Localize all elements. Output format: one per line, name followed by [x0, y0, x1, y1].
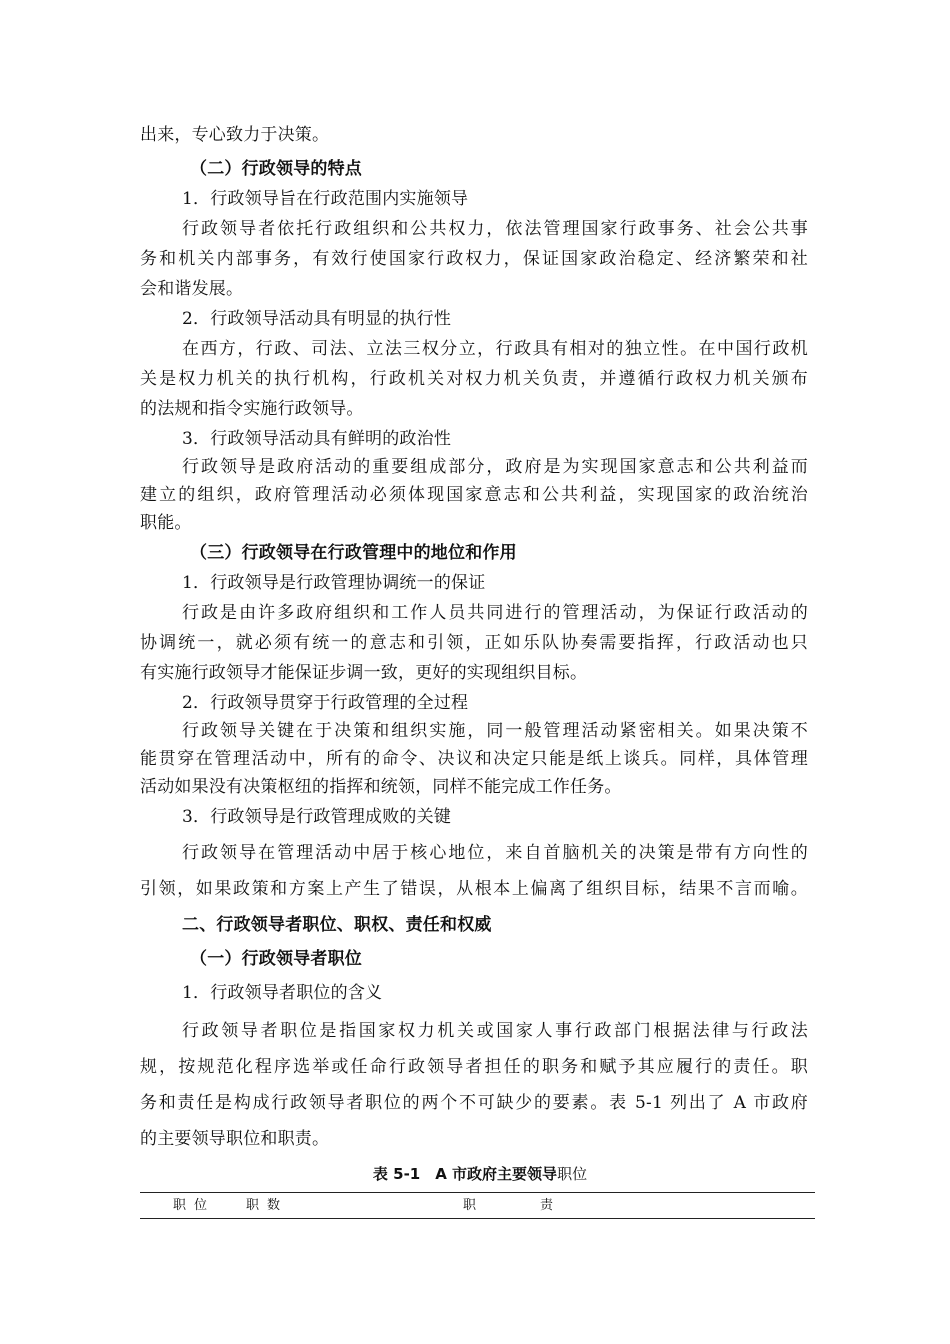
table-top-rule — [140, 1192, 815, 1193]
subsection-heading: 1．行政领导是行政管理协调统一的保证 — [182, 573, 486, 593]
paragraph-line: 职能。 — [140, 513, 192, 533]
paragraph-line: 行政领导在管理活动中居于核心地位，来自首脑机关的决策是带有方向性的 — [182, 843, 808, 863]
paragraph-line: 的法规和指令实施行政领导。 — [140, 399, 364, 419]
table-header-count: 职数 — [246, 1198, 289, 1213]
paragraph-line: 建立的组织，政府管理活动必须体现国家意志和公共利益，实现国家的政治统治 — [140, 485, 808, 505]
table-caption-bold: 表 5-1 A 市政府主要领导 — [372, 1165, 558, 1183]
chapter-heading: 二、行政领导者职位、职权、责任和权威 — [182, 915, 492, 935]
table-header-position: 职位 — [173, 1198, 216, 1213]
paragraph-line: 行政是由许多政府组织和工作人员共同进行的管理活动，为保证行政活动的 — [182, 603, 808, 623]
paragraph-line: 活动如果没有决策枢纽的指挥和统领，同样不能完成工作任务。 — [140, 777, 622, 797]
paragraph-line: 行政领导关键在于决策和组织实施，同一般管理活动紧密相关。如果决策不 — [182, 721, 808, 741]
paragraph-line: 有实施行政领导才能保证步调一致，更好的实现组织目标。 — [140, 663, 588, 683]
paragraph-line: 会和谐发展。 — [140, 279, 244, 299]
paragraph-line: 行政领导者职位是指国家权力机关或国家人事行政部门根据法律与行政法 — [182, 1021, 808, 1041]
paragraph-line: 务和责任是构成行政领导者职位的两个不可缺少的要素。表 5-1 列出了 A 市政府 — [140, 1093, 808, 1113]
subsection-heading: 1．行政领导者职位的含义 — [182, 983, 383, 1003]
paragraph-line: 的主要领导职位和职责。 — [140, 1129, 330, 1149]
table-caption-normal: 职位 — [557, 1165, 588, 1183]
subsection-heading: 1．行政领导旨在行政范围内实施领导 — [182, 189, 469, 209]
subsection-heading: 3．行政领导是行政管理成败的关键 — [182, 807, 452, 827]
table-header-duty: 职责 — [463, 1198, 618, 1213]
table-caption — [140, 1164, 820, 1184]
paragraph-line: 引领，如果政策和方案上产生了错误，从根本上偏离了组织目标，结果不言而喻。 — [140, 879, 808, 899]
table-header-rule — [140, 1218, 815, 1219]
subsection-heading: 3．行政领导活动具有鲜明的政治性 — [182, 429, 452, 449]
section-heading: （三）行政领导在行政管理中的地位和作用 — [190, 543, 517, 563]
paragraph-line: 务和机关内部事务，有效行使国家行政权力，保证国家政治稳定、经济繁荣和社 — [140, 249, 808, 269]
paragraph-line: 行政领导者依托行政组织和公共权力，依法管理国家行政事务、社会公共事 — [182, 219, 808, 239]
subsection-heading: 2．行政领导活动具有明显的执行性 — [182, 309, 452, 329]
paragraph-line: 行政领导是政府活动的重要组成部分，政府是为实现国家意志和公共利益而 — [182, 457, 808, 477]
paragraph-line: 能贯穿在管理活动中，所有的命令、决议和决定只能是纸上谈兵。同样，具体管理 — [140, 749, 808, 769]
subsection-heading: 2．行政领导贯穿于行政管理的全过程 — [182, 693, 469, 713]
paragraph-line: 出来，专心致力于决策。 — [140, 125, 330, 145]
section-heading: （一）行政领导者职位 — [190, 949, 362, 969]
section-heading: （二）行政领导的特点 — [190, 159, 362, 179]
paragraph-line: 规，按规范化程序选举或任命行政领导者担任的职务和赋予其应履行的责任。职 — [140, 1057, 808, 1077]
paragraph-line: 在西方，行政、司法、立法三权分立，行政具有相对的独立性。在中国行政机 — [182, 339, 808, 359]
paragraph-line: 关是权力机关的执行机构，行政机关对权力机关负责，并遵循行政权力机关颁布 — [140, 369, 808, 389]
paragraph-line: 协调统一，就必须有统一的意志和引领，正如乐队协奏需要指挥，行政活动也只 — [140, 633, 808, 653]
